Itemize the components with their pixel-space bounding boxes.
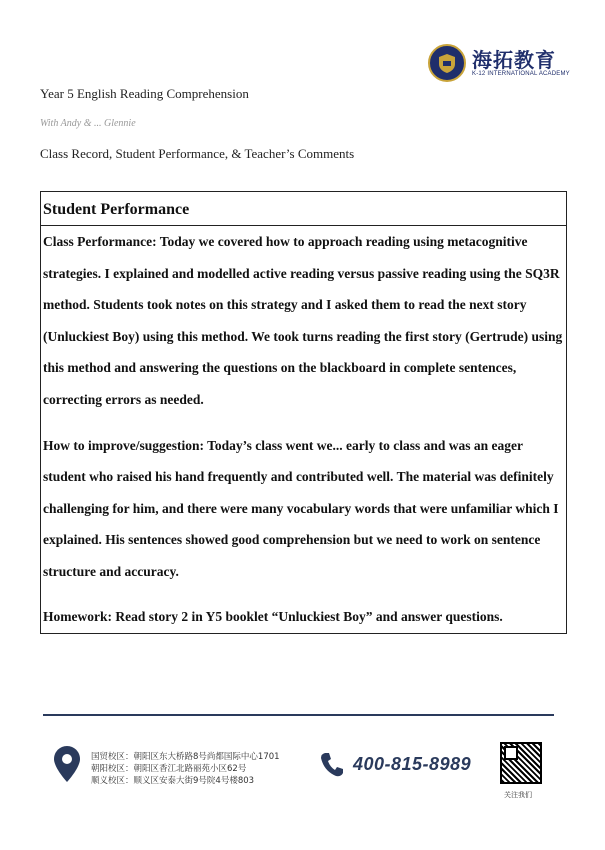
record-subtitle: Class Record, Student Performance, & Teacher’s Comments bbox=[40, 146, 355, 161]
course-title: Year 5 English Reading Comprehension bbox=[40, 86, 249, 101]
address-line: 朝阳校区：朝阳区香江北路丽苑小区62号 bbox=[91, 764, 247, 774]
academy-badge-icon bbox=[428, 44, 466, 82]
phone-number: 400-815-8989 bbox=[353, 754, 472, 774]
campus-addresses bbox=[91, 751, 280, 787]
phone-icon bbox=[320, 752, 344, 778]
qr-code bbox=[500, 742, 542, 784]
address-line: 顺义校区：顺义区安泰大街9号院4号楼803 bbox=[91, 776, 255, 786]
qr-label: 关注我们 bbox=[504, 791, 532, 799]
academy-logo bbox=[428, 44, 570, 82]
class-performance-paragraph: Class Performance: Today we covered how to approach reading using metacognitive strategies. I explained and modelled active reading versus passive reading using the SQ3R method. Students took notes on this strategy and I asked them to read the next story (Unluckiest Boy) using this method. We took turns reading the first story (Gertrude) using this method and answering the questions on the blackboard in complete sentences, correcting errors as needed. bbox=[43, 234, 563, 407]
student-performance-table bbox=[40, 191, 567, 634]
improvement-paragraph: How to improve/suggestion: Today’s class went we... early to class and was an eager student who raised his hand frequently and contributed well. The material was definitely challenging for him, and there were many vocabulary words that were unfamiliar which I explained. His sentences showed good comprehension but we need to work on sentence structure and accuracy. bbox=[43, 437, 559, 579]
logo-english-name: K-12 INTERNATIONAL ACADEMY bbox=[472, 71, 570, 77]
homework-paragraph: Homework: Read story 2 in Y5 booklet “Unluckiest Boy” and answer questions. bbox=[43, 608, 503, 624]
logo-chinese-name: 海拓教育 bbox=[472, 48, 556, 72]
teacher-line: With Andy & ... Glennie bbox=[40, 118, 136, 129]
address-line: 国贸校区：朝阳区东大桥路8号尚都国际中心1701 bbox=[91, 752, 280, 762]
footer-divider bbox=[43, 714, 554, 716]
section-heading: Student Performance bbox=[41, 192, 566, 226]
location-pin-icon bbox=[54, 746, 80, 782]
